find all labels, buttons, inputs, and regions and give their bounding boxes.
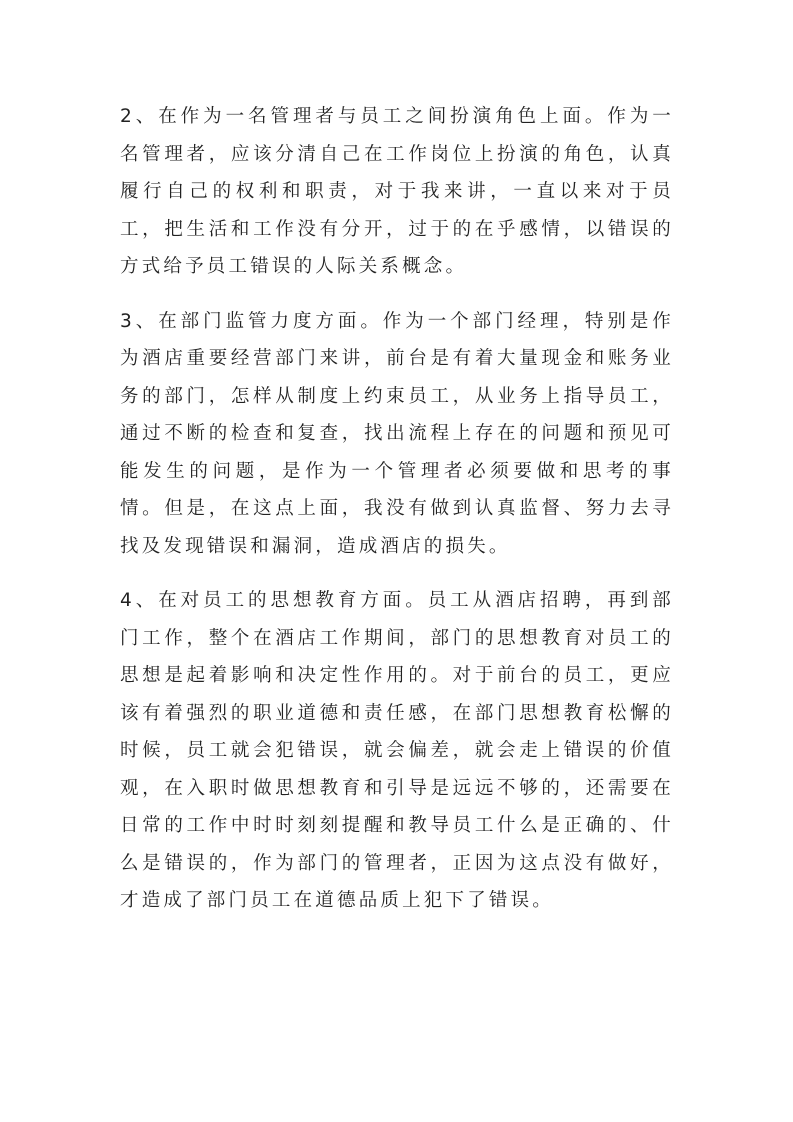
paragraph-3: 3、在部门监管力度方面。作为一个部门经理，特别是作为酒店重要经营部门来讲，前台是有着大量现金和账务业务的部门，怎样从制度上约束员工，从业务上指导员工，通过不断的检查和复查，找出流程上存在的问题和预见可能发生的问题，是作为一个管理者必须要做和思考的事情。但是，在这点上面，我没有做到认真监督、努力去寻找及发现错误和漏洞，造成酒店的损失。 xyxy=(120,310,674,557)
paragraph-2: 2、在作为一名管理者与员工之间扮演角色上面。作为一名管理者，应该分清自己在工作岗位上扮演的角色，认真履行自己的权利和职责，对于我来讲，一直以来对于员工，把生活和工作没有分开，过于的在乎感情，以错误的方式给予员工错误的人际关系概念。 xyxy=(120,106,674,277)
document-body xyxy=(120,98,674,937)
paragraph-4: 4、在对员工的思想教育方面。员工从酒店招聘，再到部门工作，整个在酒店工作期间，部门的思想教育对员工的思想是起着影响和决定性作用的。对于前台的员工，更应该有着强烈的职业道德和责任感，在部门思想教育松懈的时候，员工就会犯错误，就会偏差，就会走上错误的价值观，在入职时做思想教育和引导是远远不够的，还需要在日常的工作中时时刻刻提醒和教导员工什么是正确的、什么是错误的，作为部门的管理者，正因为这点没有做好，才造成了部门员工在道德品质上犯下了错误。 xyxy=(120,590,674,911)
